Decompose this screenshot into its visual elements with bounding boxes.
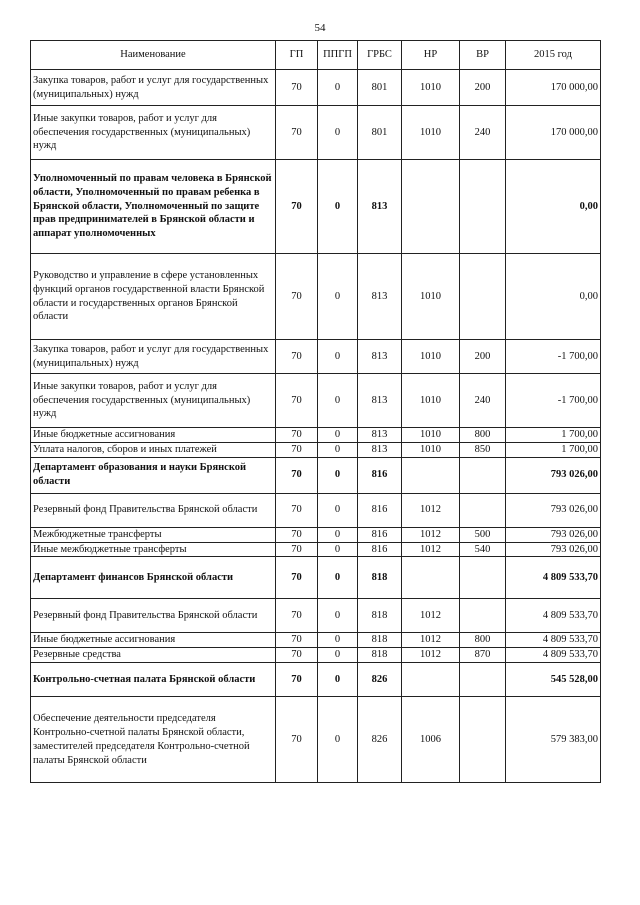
cell-grbs: 813 (358, 442, 402, 457)
cell-nr: 1010 (402, 442, 460, 457)
cell-vr (460, 160, 506, 254)
cell-grbs: 813 (358, 254, 402, 340)
cell-amount: 793 026,00 (506, 527, 601, 542)
cell-nr (402, 457, 460, 493)
cell-grbs: 816 (358, 542, 402, 557)
budget-table (30, 40, 601, 783)
table-row (31, 442, 601, 457)
cell-nr: 1010 (402, 254, 460, 340)
cell-nr: 1006 (402, 697, 460, 783)
cell-gp: 70 (276, 106, 318, 160)
table-row (31, 697, 601, 783)
page-number: 54 (314, 22, 326, 34)
cell-name: Закупка товаров, работ и услуг для государственных (муниципальных) нужд (31, 70, 276, 106)
cell-amount: 4 809 533,70 (506, 557, 601, 599)
cell-gp: 70 (276, 527, 318, 542)
cell-name: Иные закупки товаров, работ и услуг для обеспечения государственных (муниципальных) нужд (31, 374, 276, 428)
cell-grbs: 816 (358, 457, 402, 493)
cell-gp: 70 (276, 493, 318, 527)
cell-ppgp: 0 (318, 633, 358, 648)
cell-amount: 170 000,00 (506, 70, 601, 106)
cell-grbs: 818 (358, 633, 402, 648)
cell-name: Резервный фонд Правительства Брянской области (31, 493, 276, 527)
cell-ppgp: 0 (318, 697, 358, 783)
cell-vr: 850 (460, 442, 506, 457)
cell-gp: 70 (276, 70, 318, 106)
cell-grbs: 813 (358, 428, 402, 443)
cell-gp: 70 (276, 457, 318, 493)
cell-amount: 0,00 (506, 254, 601, 340)
cell-name: Обеспечение деятельности председателя Контрольно-счетной палаты Брянской области, заместителей председателя Контрольно-счетной палаты Брянской области (31, 697, 276, 783)
table-row (31, 633, 601, 648)
cell-name: Иные межбюджетные трансферты (31, 542, 276, 557)
cell-grbs: 826 (358, 697, 402, 783)
cell-ppgp: 0 (318, 160, 358, 254)
cell-vr (460, 557, 506, 599)
cell-vr: 800 (460, 633, 506, 648)
cell-amount: 1 700,00 (506, 428, 601, 443)
cell-vr: 200 (460, 340, 506, 374)
cell-gp: 70 (276, 160, 318, 254)
cell-ppgp: 0 (318, 457, 358, 493)
table-row (31, 374, 601, 428)
cell-grbs: 818 (358, 557, 402, 599)
cell-nr: 1012 (402, 493, 460, 527)
cell-ppgp: 0 (318, 442, 358, 457)
cell-grbs: 813 (358, 374, 402, 428)
table-row (31, 106, 601, 160)
cell-name: Иные бюджетные ассигнования (31, 633, 276, 648)
cell-ppgp: 0 (318, 542, 358, 557)
cell-gp: 70 (276, 599, 318, 633)
cell-ppgp: 0 (318, 70, 358, 106)
cell-vr: 870 (460, 648, 506, 663)
cell-amount: 4 809 533,70 (506, 633, 601, 648)
table-row (31, 340, 601, 374)
cell-ppgp: 0 (318, 557, 358, 599)
cell-name: Уполномоченный по правам человека в Брянской области, Уполномоченный по правам ребенка в Брянской области, Уполномоченный по защите прав предпринимателей в Брянской области и аппарат уполномоченных (31, 160, 276, 254)
table-row (31, 70, 601, 106)
cell-amount: 1 700,00 (506, 442, 601, 457)
cell-gp: 70 (276, 374, 318, 428)
cell-grbs: 826 (358, 663, 402, 697)
cell-ppgp: 0 (318, 527, 358, 542)
cell-ppgp: 0 (318, 599, 358, 633)
cell-amount: 4 809 533,70 (506, 648, 601, 663)
cell-name: Межбюджетные трансферты (31, 527, 276, 542)
cell-vr: 800 (460, 428, 506, 443)
table-header-row (31, 41, 601, 70)
cell-gp: 70 (276, 340, 318, 374)
cell-vr (460, 697, 506, 783)
cell-nr (402, 557, 460, 599)
cell-gp: 70 (276, 254, 318, 340)
table-row (31, 160, 601, 254)
table-row (31, 254, 601, 340)
cell-nr: 1012 (402, 542, 460, 557)
cell-amount: -1 700,00 (506, 340, 601, 374)
cell-name: Иные закупки товаров, работ и услуг для обеспечения государственных (муниципальных) нужд (31, 106, 276, 160)
cell-ppgp: 0 (318, 428, 358, 443)
table-row (31, 493, 601, 527)
cell-gp: 70 (276, 542, 318, 557)
cell-amount: -1 700,00 (506, 374, 601, 428)
column-header-name: Наименование (31, 41, 276, 70)
cell-nr: 1012 (402, 527, 460, 542)
table-row (31, 428, 601, 443)
cell-nr: 1012 (402, 648, 460, 663)
table-row (31, 663, 601, 697)
cell-ppgp: 0 (318, 663, 358, 697)
cell-vr: 240 (460, 106, 506, 160)
table-row (31, 599, 601, 633)
cell-name: Департамент образования и науки Брянской области (31, 457, 276, 493)
cell-ppgp: 0 (318, 254, 358, 340)
cell-name: Департамент финансов Брянской области (31, 557, 276, 599)
column-header-gp: ГП (276, 41, 318, 70)
cell-amount: 579 383,00 (506, 697, 601, 783)
cell-nr: 1012 (402, 599, 460, 633)
cell-name: Закупка товаров, работ и услуг для государственных (муниципальных) нужд (31, 340, 276, 374)
cell-amount: 0,00 (506, 160, 601, 254)
cell-gp: 70 (276, 557, 318, 599)
column-header-nr: НР (402, 41, 460, 70)
cell-amount: 545 528,00 (506, 663, 601, 697)
cell-vr: 200 (460, 70, 506, 106)
cell-nr: 1010 (402, 70, 460, 106)
cell-nr: 1010 (402, 106, 460, 160)
column-header-year: 2015 год (506, 41, 601, 70)
cell-name: Руководство и управление в сфере установленных функций органов государственной власти Брянской области и государственных органов Брянской области (31, 254, 276, 340)
cell-vr (460, 457, 506, 493)
column-header-vr: ВР (460, 41, 506, 70)
cell-amount: 793 026,00 (506, 457, 601, 493)
cell-amount: 793 026,00 (506, 493, 601, 527)
cell-gp: 70 (276, 428, 318, 443)
cell-gp: 70 (276, 442, 318, 457)
cell-nr: 1010 (402, 428, 460, 443)
cell-nr: 1012 (402, 633, 460, 648)
cell-grbs: 813 (358, 160, 402, 254)
table-row (31, 527, 601, 542)
cell-vr: 500 (460, 527, 506, 542)
cell-vr: 240 (460, 374, 506, 428)
cell-nr: 1010 (402, 340, 460, 374)
cell-ppgp: 0 (318, 493, 358, 527)
cell-ppgp: 0 (318, 106, 358, 160)
column-header-grbs: ГРБС (358, 41, 402, 70)
cell-gp: 70 (276, 648, 318, 663)
cell-nr (402, 160, 460, 254)
cell-nr (402, 663, 460, 697)
cell-amount: 793 026,00 (506, 542, 601, 557)
cell-grbs: 801 (358, 106, 402, 160)
cell-gp: 70 (276, 633, 318, 648)
cell-amount: 170 000,00 (506, 106, 601, 160)
table-row (31, 557, 601, 599)
cell-vr: 540 (460, 542, 506, 557)
column-header-ppgp: ППГП (318, 41, 358, 70)
cell-ppgp: 0 (318, 648, 358, 663)
cell-name: Резервные средства (31, 648, 276, 663)
cell-gp: 70 (276, 663, 318, 697)
cell-amount: 4 809 533,70 (506, 599, 601, 633)
table-row (31, 648, 601, 663)
cell-name: Уплата налогов, сборов и иных платежей (31, 442, 276, 457)
cell-ppgp: 0 (318, 340, 358, 374)
cell-ppgp: 0 (318, 374, 358, 428)
cell-grbs: 818 (358, 599, 402, 633)
cell-grbs: 816 (358, 493, 402, 527)
cell-grbs: 818 (358, 648, 402, 663)
cell-vr (460, 254, 506, 340)
table-row (31, 542, 601, 557)
cell-vr (460, 599, 506, 633)
cell-vr (460, 663, 506, 697)
cell-gp: 70 (276, 697, 318, 783)
cell-grbs: 816 (358, 527, 402, 542)
cell-nr: 1010 (402, 374, 460, 428)
cell-name: Контрольно-счетная палата Брянской области (31, 663, 276, 697)
table-row (31, 457, 601, 493)
cell-vr (460, 493, 506, 527)
cell-grbs: 801 (358, 70, 402, 106)
cell-grbs: 813 (358, 340, 402, 374)
cell-name: Резервный фонд Правительства Брянской области (31, 599, 276, 633)
cell-name: Иные бюджетные ассигнования (31, 428, 276, 443)
